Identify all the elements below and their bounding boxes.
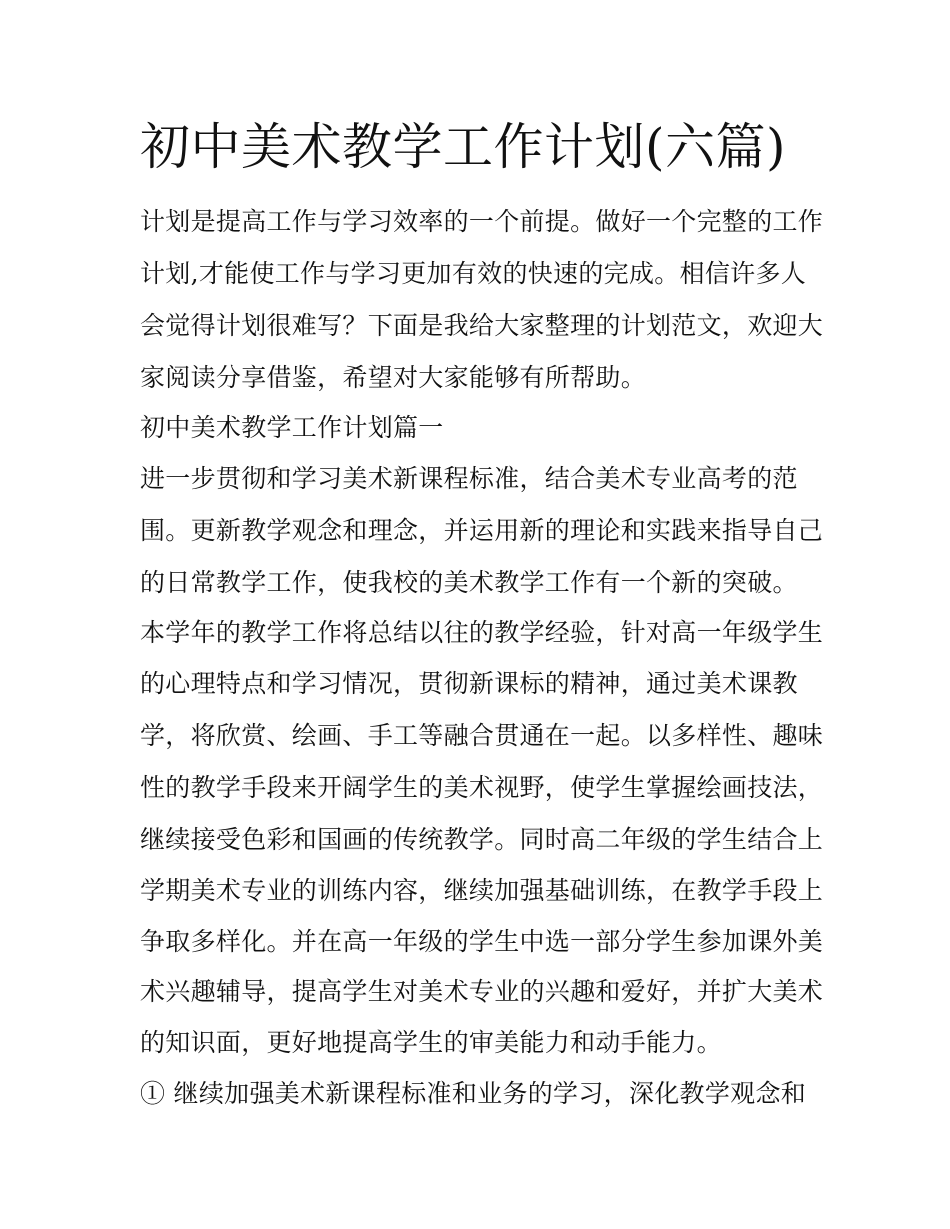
paragraph-line: 围。更新教学观念和理念，并运用新的理论和实践来指导自己 bbox=[140, 516, 824, 545]
paragraph-line: 本学年的教学工作将总结以往的教学经验，针对高一年级学生 bbox=[140, 618, 824, 647]
list-item-line: ① 继续加强美术新课程标准和业务的学习，深化教学观念和 bbox=[140, 1079, 807, 1108]
paragraph-line: 的知识面，更好地提高学生的审美能力和动手能力。 bbox=[140, 1028, 722, 1057]
paragraph-line: 学期美术专业的训练内容，继续加强基础训练，在教学手段上 bbox=[140, 876, 824, 905]
document-title: 初中美术教学工作计划(六篇) bbox=[140, 118, 787, 176]
paragraph-line: 学，将欣赏、绘画、手工等融合贯通在一起。以多样性、趣味 bbox=[140, 721, 824, 750]
paragraph-line: 的心理特点和学习情况，贯彻新课标的精神，通过美术课教 bbox=[140, 669, 798, 698]
paragraph-line: 术兴趣辅导，提高学生对美术专业的兴趣和爱好，并扩大美术 bbox=[140, 977, 824, 1006]
paragraph-line: 争取多样化。并在高一年级的学生中选一部分学生参加课外美 bbox=[140, 927, 824, 956]
section-heading: 初中美术教学工作计划篇一 bbox=[140, 413, 444, 442]
paragraph-line: 计划,才能使工作与学习更加有效的快速的完成。相信许多人 bbox=[140, 259, 807, 288]
paragraph-line: 的日常教学工作，使我校的美术教学工作有一个新的突破。 bbox=[140, 568, 798, 597]
paragraph-line: 家阅读分享借鉴，希望对大家能够有所帮助。 bbox=[140, 363, 647, 392]
paragraph-line: 进一步贯彻和学习美术新课程标准，结合美术专业高考的范 bbox=[140, 464, 798, 493]
paragraph-line: 继续接受色彩和国画的传统教学。同时高二年级的学生结合上 bbox=[140, 825, 824, 854]
paragraph-line: 会觉得计划很难写？下面是我给大家整理的计划范文，欢迎大 bbox=[140, 311, 824, 340]
paragraph-line: 性的教学手段来开阔学生的美术视野，使学生掌握绘画技法， bbox=[140, 773, 824, 802]
paragraph-line: 计划是提高工作与学习效率的一个前提。做好一个完整的工作 bbox=[140, 207, 824, 236]
